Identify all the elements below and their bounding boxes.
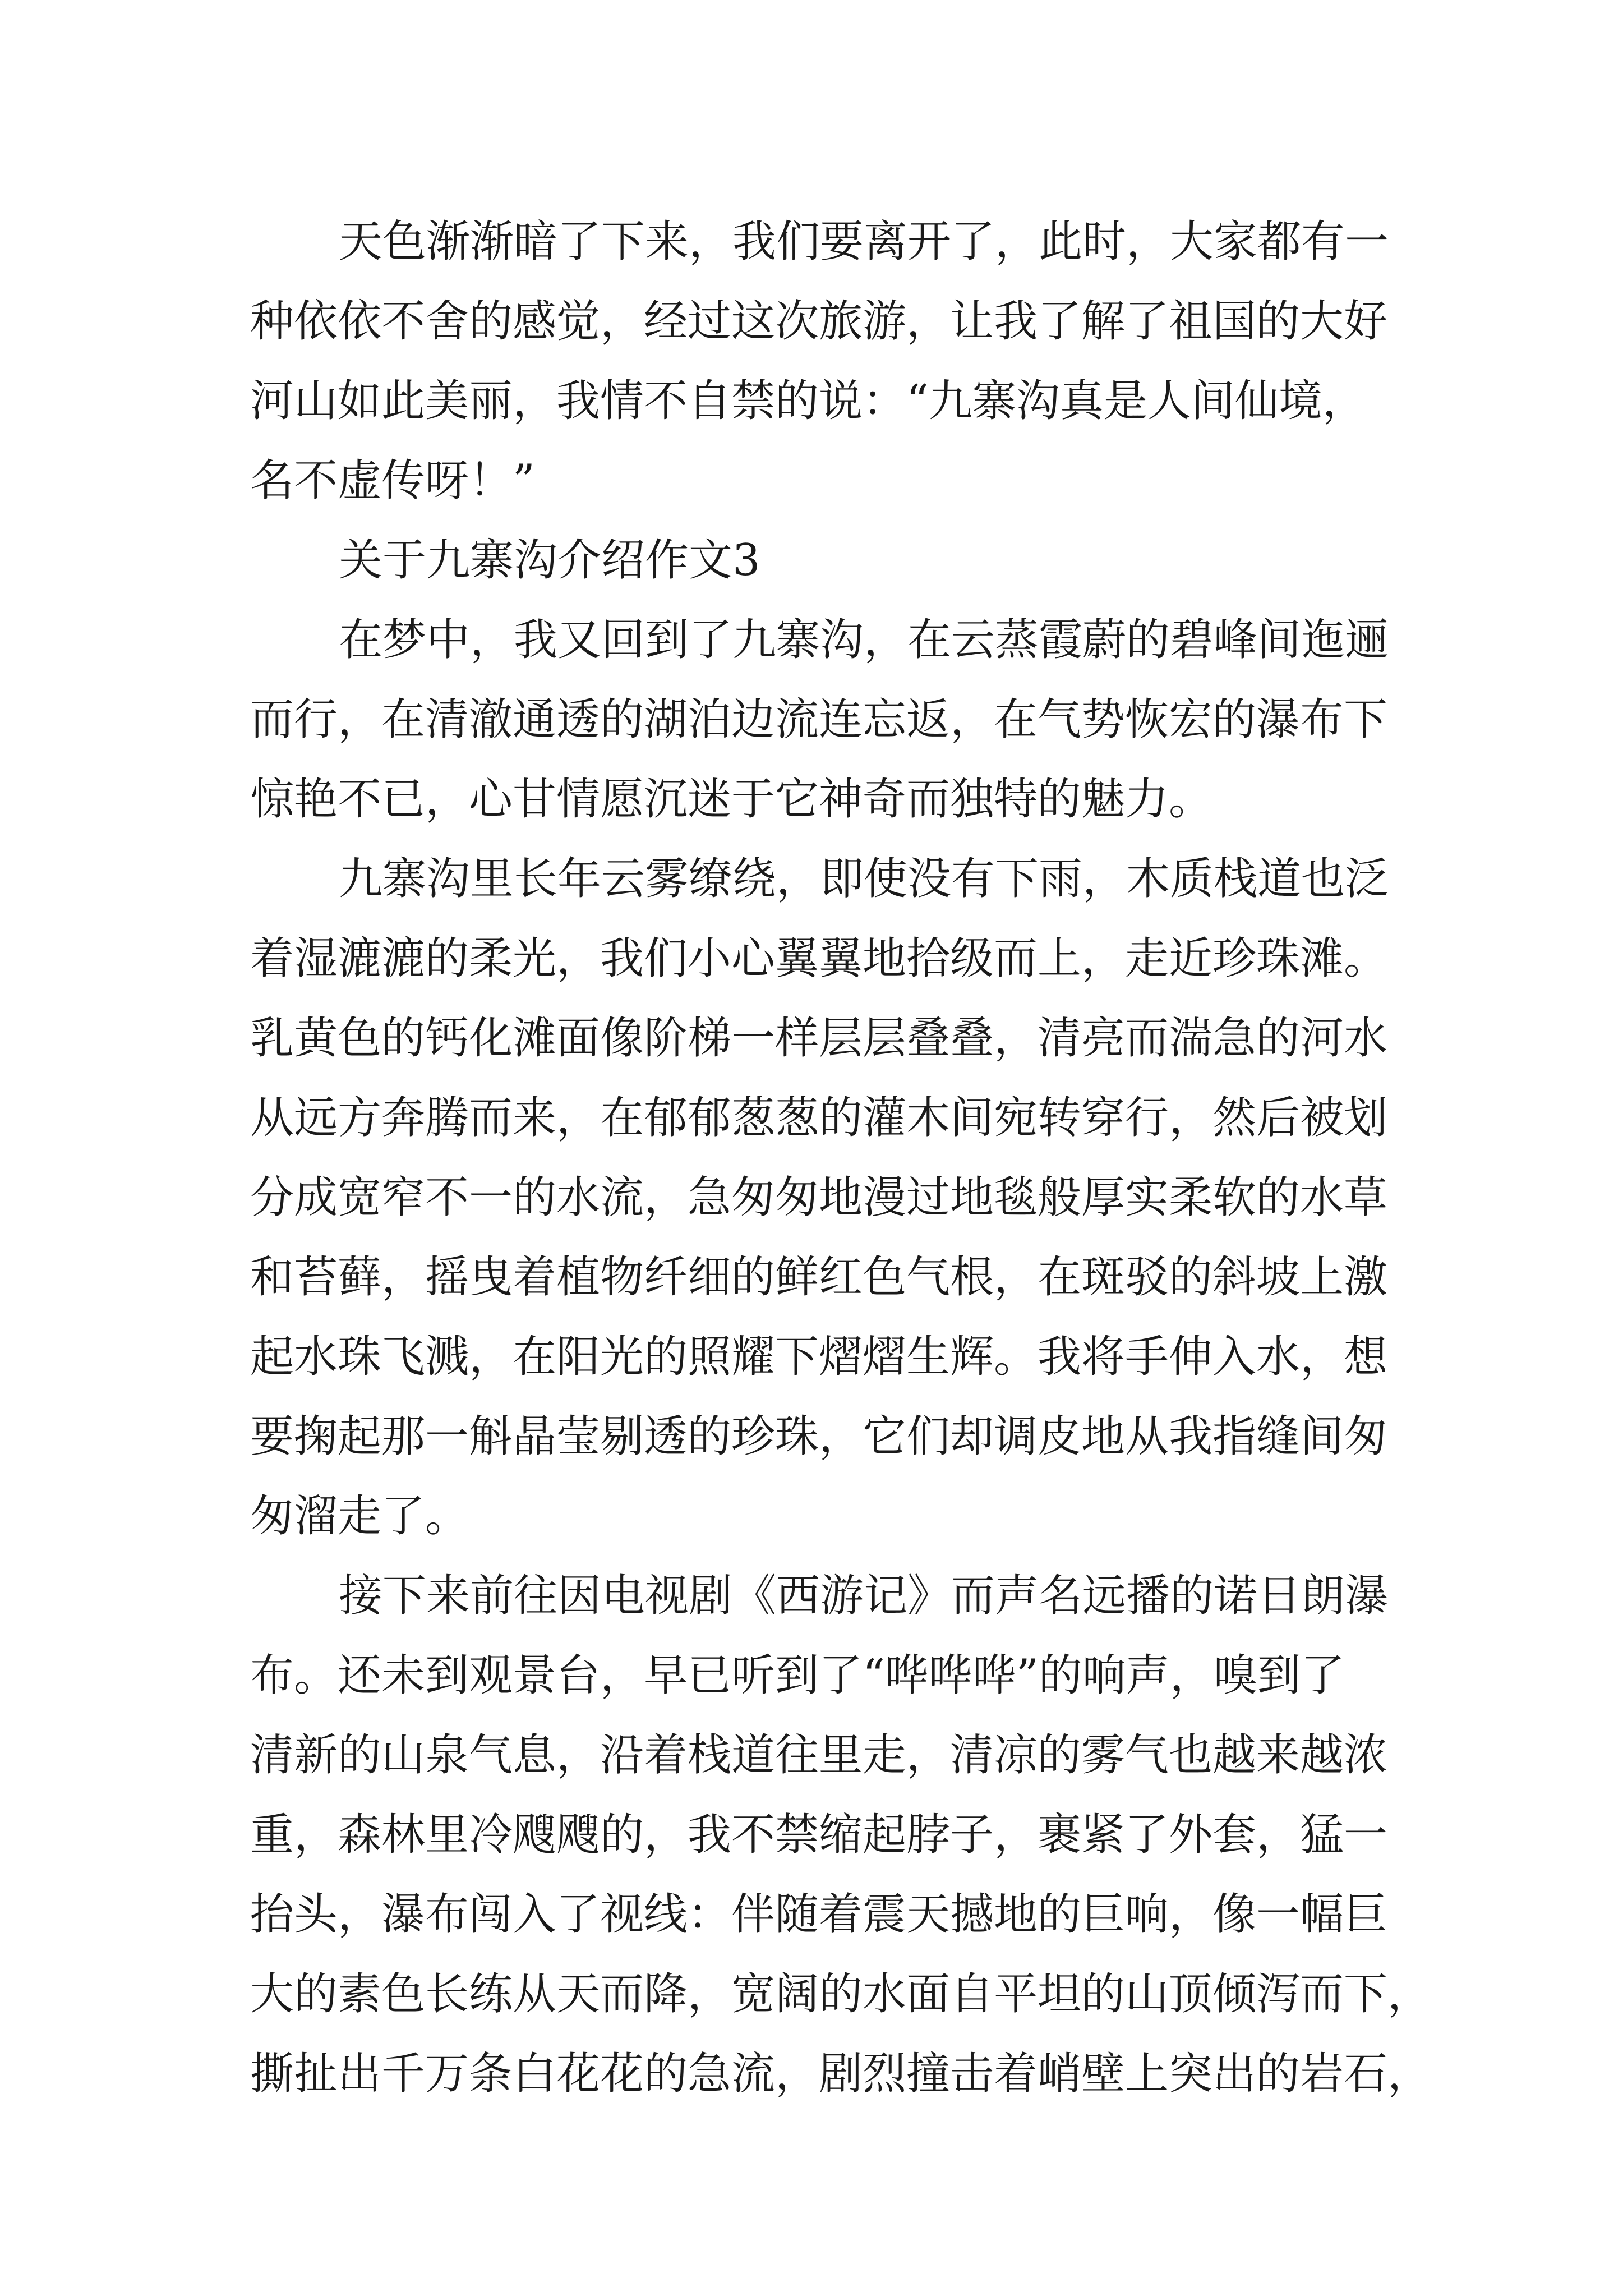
text-line: 在梦中，我又回到了九寨沟，在云蒸霞蔚的碧峰间迤逦 <box>339 615 1389 665</box>
text-line: 分成宽窄不一的水流，急匆匆地漫过地毯般厚实柔软的水草 <box>250 1172 1388 1223</box>
text-line: 重，森林里冷飕飕的，我不禁缩起脖子，裹紧了外套，猛一 <box>250 1810 1388 1860</box>
text-line: 抬头，瀑布闯入了视线：伴随着震天撼地的巨响，像一幅巨 <box>250 1889 1388 1940</box>
text-line: 从远方奔腾而来，在郁郁葱葱的灌木间宛转穿行，然后被划 <box>250 1093 1388 1143</box>
text-line: 名不虚传呀！” <box>250 455 535 506</box>
text-line: 着湿漉漉的柔光，我们小心翼翼地拾级而上，走近珍珠滩。 <box>250 933 1388 984</box>
text-line: 而行，在清澈通透的湖泊边流连忘返，在气势恢宏的瀑布下 <box>250 694 1388 745</box>
text-line: 布。还未到观景台，早已听到了“哗哗哗”的响声，嗅到了 <box>250 1650 1345 1701</box>
text-line: 要掬起那一斛晶莹剔透的珍珠，它们却调皮地从我指缝间匆 <box>250 1411 1388 1462</box>
text-line: 大的素色长练从天而降，宽阔的水面自平坦的山顶倾泻而下， <box>250 1969 1432 2019</box>
text-line: 接下来前往因电视剧《西游记》而声名远播的诺日朗瀑 <box>339 1571 1389 1621</box>
text-line: 惊艳不已，心甘情愿沉迷于它神奇而独特的魅力。 <box>250 774 1213 825</box>
text-line: 天色渐渐暗了下来，我们要离开了，此时，大家都有一 <box>339 217 1389 267</box>
text-line: 乳黄色的钙化滩面像阶梯一样层层叠叠，清亮而湍急的河水 <box>250 1013 1388 1064</box>
text-line: 河山如此美丽，我情不自禁的说：“九寨沟真是人间仙境， <box>250 376 1366 426</box>
text-line: 撕扯出千万条白花花的急流，剧烈撞击着峭壁上突出的岩石， <box>250 2049 1432 2099</box>
text-line: 和苔藓，摇曳着植物纤细的鲜红色气根，在斑驳的斜坡上激 <box>250 1252 1388 1303</box>
text-line: 清新的山泉气息，沿着栈道往里走，清凉的雾气也越来越浓 <box>250 1730 1388 1780</box>
text-line: 匆溜走了。 <box>250 1491 469 1542</box>
text-line: 起水珠飞溅，在阳光的照耀下熠熠生辉。我将手伸入水，想 <box>250 1332 1388 1382</box>
text-line: 种依依不舍的感觉，经过这次旅游，让我了解了祖国的大好 <box>250 296 1388 347</box>
text-line: 九寨沟里长年云雾缭绕，即使没有下雨，木质栈道也泛 <box>339 854 1389 904</box>
section-heading: 关于九寨沟介绍作文3 <box>339 535 760 586</box>
